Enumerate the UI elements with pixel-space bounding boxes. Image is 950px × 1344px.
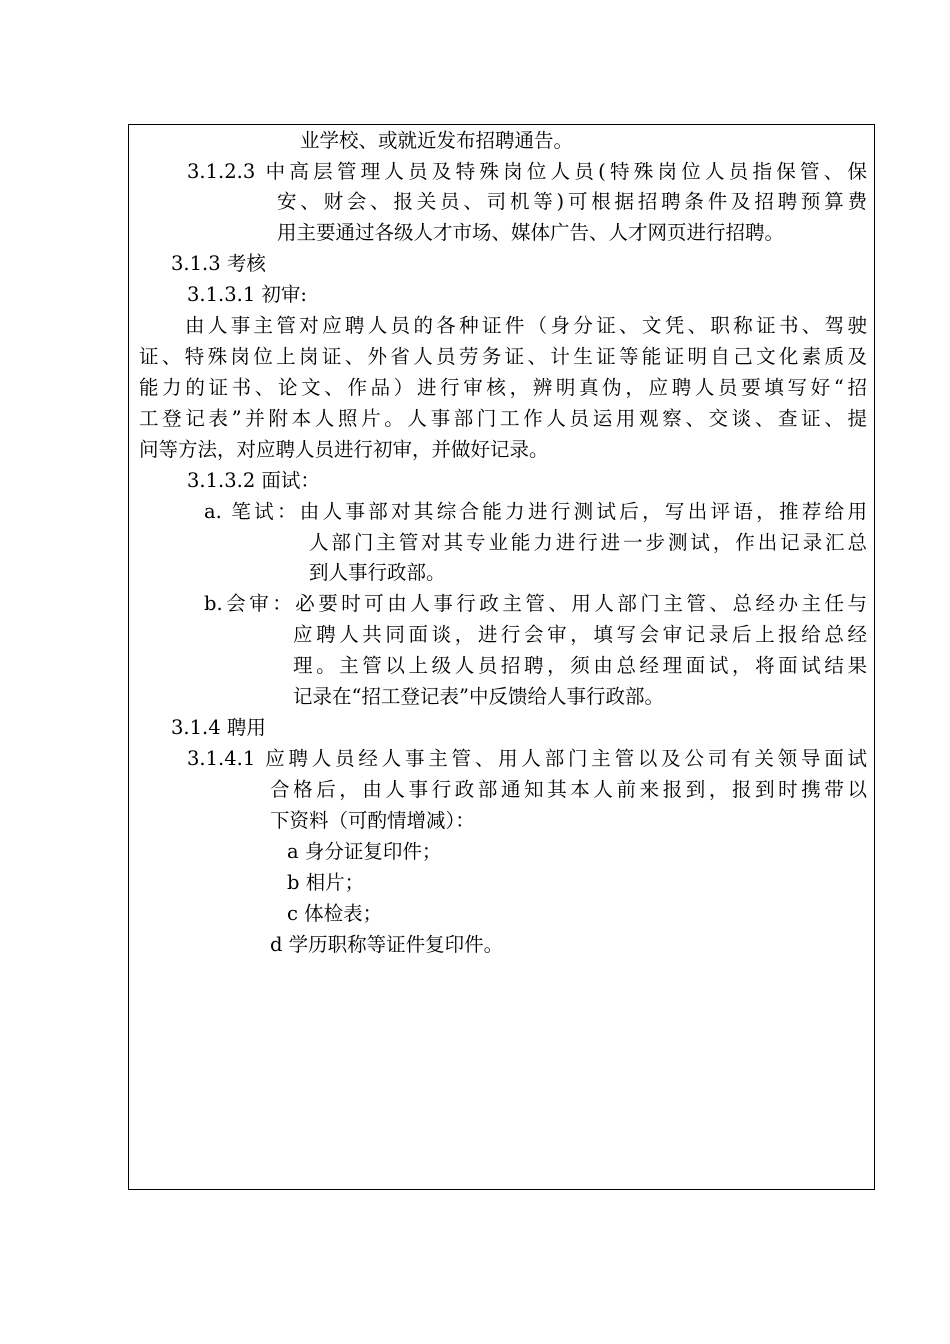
text-line-5: 3.1.3 考核 <box>171 252 266 275</box>
text-line-13: a. 笔试：由人事部对其综合能力进行测试后，写出评语，推荐给用 <box>204 500 867 523</box>
text-line-14: 人部门主管对其专业能力进行进一步测试，作出记录汇总 <box>309 531 867 554</box>
list-item-b: b 相片； <box>287 871 365 894</box>
text-line-8: 证、特殊岗位上岗证、外省人员劳务证、计生证等能证明自己文化素质及 <box>139 345 867 368</box>
text-line-2: 3.1.2.3 中高层管理人员及特殊岗位人员(特殊岗位人员指保管、保 <box>187 160 867 183</box>
text-line-17: 应聘人共同面谈，进行会审，填写会审记录后上报给总经 <box>293 623 867 646</box>
text-line-15: 到人事行政部。 <box>309 561 446 584</box>
text-line-6: 3.1.3.1 初审: <box>187 283 307 306</box>
text-line-22: 合格后，由人事行政部通知其本人前来报到，报到时携带以 <box>270 778 867 801</box>
text-line-19: 记录在“招工登记表”中反馈给人事行政部。 <box>293 685 664 708</box>
text-line-12: 3.1.3.2 面试： <box>187 469 320 492</box>
list-item-c: c 体检表； <box>287 902 383 925</box>
text-line-9: 能力的证书、论文、作品）进行审核，辨明真伪，应聘人员要填写好“招 <box>139 376 867 399</box>
text-line-16: b.会审：必要时可由人事行政主管、用人部门主管、总经办主任与 <box>204 592 867 615</box>
text-line-3: 安、财会、报关员、司机等)可根据招聘条件及招聘预算费 <box>277 190 867 213</box>
list-item-a: a 身分证复印件； <box>287 840 442 863</box>
text-line-18: 理。主管以上级人员招聘，须由总经理面试，将面试结果 <box>293 654 867 677</box>
text-line-7: 由人事主管对应聘人员的各种证件（身分证、文凭、职称证书、驾驶 <box>185 314 867 337</box>
text-line-21: 3.1.4.1 应聘人员经人事主管、用人部门主管以及公司有关领导面试 <box>187 747 867 770</box>
list-item-d: d 学历职称等证件复印件。 <box>270 933 504 956</box>
text-line-23: 下资料（可酌情增减）： <box>270 809 475 832</box>
text-line-1: 业学校、或就近发布招聘通告。 <box>300 129 574 152</box>
text-line-4: 用主要通过各级人才市场、媒体广告、人才网页进行招聘。 <box>277 221 785 244</box>
text-line-11: 问等方法，对应聘人员进行初审，并做好记录。 <box>139 438 549 461</box>
text-line-10: 工登记表”并附本人照片。人事部门工作人员运用观察、交谈、查证、提 <box>139 407 867 430</box>
text-line-20: 3.1.4 聘用 <box>171 716 266 739</box>
